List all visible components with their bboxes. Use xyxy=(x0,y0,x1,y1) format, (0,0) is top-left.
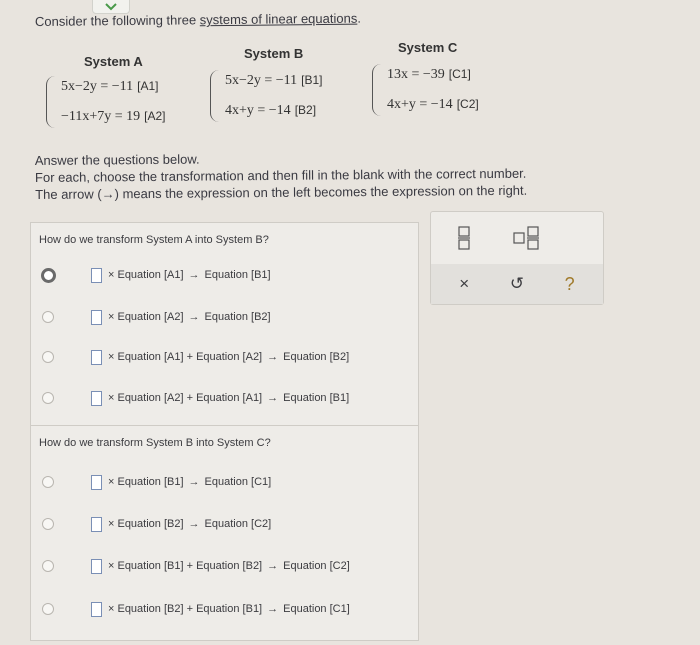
intro-text: Consider the following three systems of linear equations. xyxy=(34,10,361,29)
radio-selected[interactable] xyxy=(41,268,56,283)
system-a-title: System A xyxy=(84,54,143,69)
system-c-title: System C xyxy=(398,40,458,55)
arrow-icon: → xyxy=(188,269,200,281)
option-row[interactable]: × Equation [A2] → Equation [B2] xyxy=(31,307,418,327)
mixed-number-icon[interactable] xyxy=(513,226,541,250)
question-1-panel xyxy=(30,222,419,426)
clear-button[interactable]: × xyxy=(459,274,470,293)
system-a: 5x−2y = −11 [A1] −11x+7y = 19 [A2] xyxy=(46,76,166,128)
arrow-icon: → xyxy=(267,560,279,572)
system-b: 5x−2y = −11 [B1] 4x+y = −14 [B2] xyxy=(210,70,323,122)
radio-button[interactable] xyxy=(42,560,54,572)
option-row[interactable]: × Equation [B2] + Equation [B1] → Equation [C1] xyxy=(31,599,418,619)
arrow-icon: → xyxy=(267,351,279,363)
radio-button[interactable] xyxy=(42,392,54,404)
number-blank-input[interactable] xyxy=(91,517,102,532)
chevron-down-icon xyxy=(105,3,117,11)
radio-button[interactable] xyxy=(42,351,54,363)
math-tools-palette xyxy=(430,211,604,305)
arrow-icon: → xyxy=(188,518,200,530)
question-2-panel xyxy=(30,425,419,641)
instructions: Answer the questions below. For each, choose the transformation and then fill in the blank with the correct number. The arrow (→) means the expression on the left becomes the expression on the right. xyxy=(34,151,528,202)
arrow-icon: → xyxy=(267,392,279,404)
option-row[interactable]: × Equation [B1] + Equation [B2] → Equation [C2] xyxy=(31,556,418,576)
option-row[interactable]: × Equation [B1] → Equation [C1] xyxy=(31,472,418,492)
number-blank-input[interactable] xyxy=(91,602,102,617)
collapse-toggle[interactable] xyxy=(92,0,130,14)
radio-button[interactable] xyxy=(42,476,54,488)
option-row[interactable]: × Equation [B2] → Equation [C2] xyxy=(31,514,418,534)
brace xyxy=(372,64,381,116)
system-c: 13x = −39 [C1] 4x+y = −14 [C2] xyxy=(372,64,479,116)
systems-link[interactable]: systems of linear equations xyxy=(199,10,358,28)
option-row[interactable]: × Equation [A1] + Equation [A2] → Equation [B2] xyxy=(31,347,418,367)
undo-button[interactable]: ↺ xyxy=(509,274,525,293)
brace xyxy=(210,70,219,122)
number-blank-input[interactable] xyxy=(91,559,102,574)
radio-button[interactable] xyxy=(42,518,54,530)
arrow-icon: → xyxy=(188,311,200,323)
question-1-prompt: How do we transform System A into System B? xyxy=(39,234,269,246)
radio-button[interactable] xyxy=(42,311,54,323)
fraction-icon[interactable] xyxy=(457,226,471,250)
arrow-icon: → xyxy=(267,603,279,615)
number-blank-input[interactable] xyxy=(91,310,102,325)
help-button[interactable]: ? xyxy=(564,273,575,294)
option-row[interactable]: × Equation [A2] + Equation [A1] → Equation [B1] xyxy=(31,388,418,408)
number-blank-input[interactable] xyxy=(91,350,102,365)
brace xyxy=(46,76,55,128)
arrow-icon: → xyxy=(188,476,200,488)
option-row[interactable]: × Equation [A1] → Equation [B1] xyxy=(31,265,418,285)
number-blank-input[interactable] xyxy=(91,268,102,283)
number-blank-input[interactable] xyxy=(91,475,102,490)
system-b-title: System B xyxy=(244,46,304,61)
question-2-prompt: How do we transform System B into System C? xyxy=(39,437,271,449)
number-blank-input[interactable] xyxy=(91,391,102,406)
radio-button[interactable] xyxy=(42,603,54,615)
